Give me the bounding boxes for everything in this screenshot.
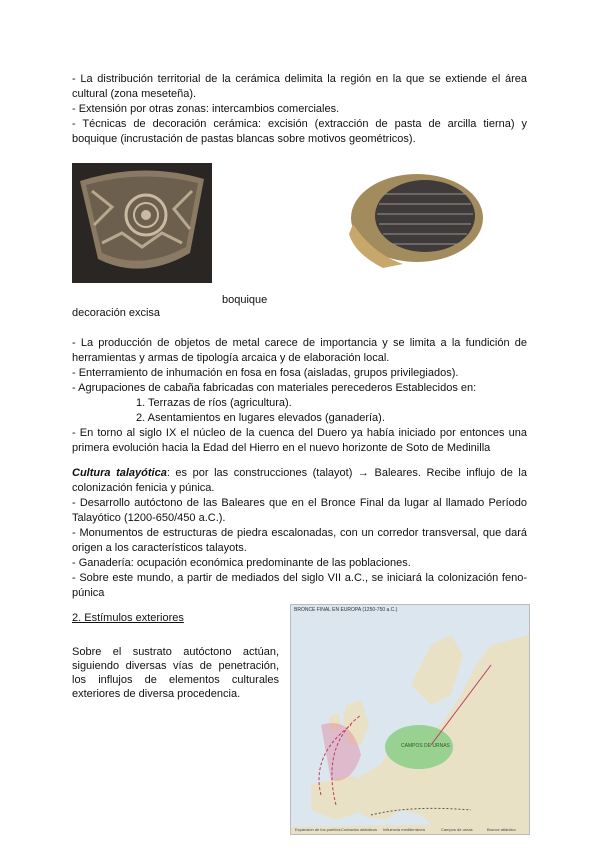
bullet-duero: - En torno al siglo IX el núcleo de la cuenca del Duero ya había iniciado por entonces una primera evolución hacia la Edad del Hierro en el nuevo horizonte de Soto de Medinilla [72, 427, 527, 454]
talayot-intro [72, 466, 527, 496]
talayot-intro-text: : es por las construcciones (talayot) → Baleares. Recibe influjo de la colonización fenicia y púnica. [72, 467, 527, 494]
bullet-metal: - La producción de objetos de metal carece de importancia y se limita a la fundición de herramientas y armas de tipología arcaica y de elaboración local. [72, 337, 527, 364]
bronze-age-europe-map [290, 604, 530, 835]
bullet-distribution: - La distribución territorial de la cerámica delimita la región en la que se extiende el área cultural (zona meseteña). [72, 73, 527, 100]
intro-bullets [72, 72, 527, 147]
talayot-bullet: - Sobre este mundo, a partir de mediados del siglo VII a.C., se iniciará la colonización feno-púnica [72, 572, 527, 599]
legend-item: Campos de urnas [441, 827, 473, 832]
bullet-huts: - Agrupaciones de cabaña fabricadas con materiales perecederos Establecidos en: [72, 382, 477, 394]
caption-boquique: boquique [222, 294, 268, 306]
bullet-techniques: - Técnicas de decoración cerámica: excisión (extracción de pasta de arcilla tierna) y boquique (incrustación de pastas blancas sobre motivos geométricos). [72, 118, 527, 145]
talayot-section [72, 466, 527, 601]
excised-pottery-photo [72, 163, 212, 283]
boquique-pottery-photo [343, 164, 485, 271]
map-title: BRONCE FINAL EN EUROPA (1250-750 a.C.) [294, 607, 398, 613]
legend-item: Influencia mediterránea [383, 827, 425, 832]
talayot-bullet: - Monumentos de estructuras de piedra escalonadas, con un corredor transversal, que dará origen a los característicos talayots. [72, 527, 527, 554]
talayot-bullet: - Desarrollo autóctono de las Baleares que en el Bronce Final da lugar al llamado Período Talayótico (1200-650/450 a.C.). [72, 497, 527, 524]
bullet-burial: - Enterramiento de inhumación en fosa en fosa (aisladas, grupos privilegiados). [72, 367, 459, 379]
talayot-bullet: - Ganadería: ocupación económica predominante de las poblaciones. [72, 557, 411, 569]
legend-item: Expansión de los pueblos [295, 827, 341, 832]
section-text: Sobre el sustrato autóctono actúan, siguiendo diversas vías de penetración, los influjos de elementos culturales exteriores de diversa procedencia. [72, 646, 279, 700]
section-heading: 2. Estímulos exteriores [72, 612, 184, 624]
middle-bullets [72, 336, 527, 456]
map-region-label: CAMPOS DE URNAS [401, 743, 450, 749]
legend-item: Bronce atlántico [487, 827, 516, 832]
legend-item: Contactos atlánticos [341, 827, 378, 832]
bullet-extension: - Extensión por otras zonas: intercambios comerciales. [72, 103, 340, 115]
numbered-settlements: 2. Asentamientos en lugares elevados (ganadería). [136, 412, 385, 424]
caption-excisa: decoración excisa [72, 307, 161, 319]
numbered-terraces: 1. Terrazas de ríos (agricultura). [136, 397, 292, 409]
talayot-term: Cultura talayótica [72, 467, 167, 479]
